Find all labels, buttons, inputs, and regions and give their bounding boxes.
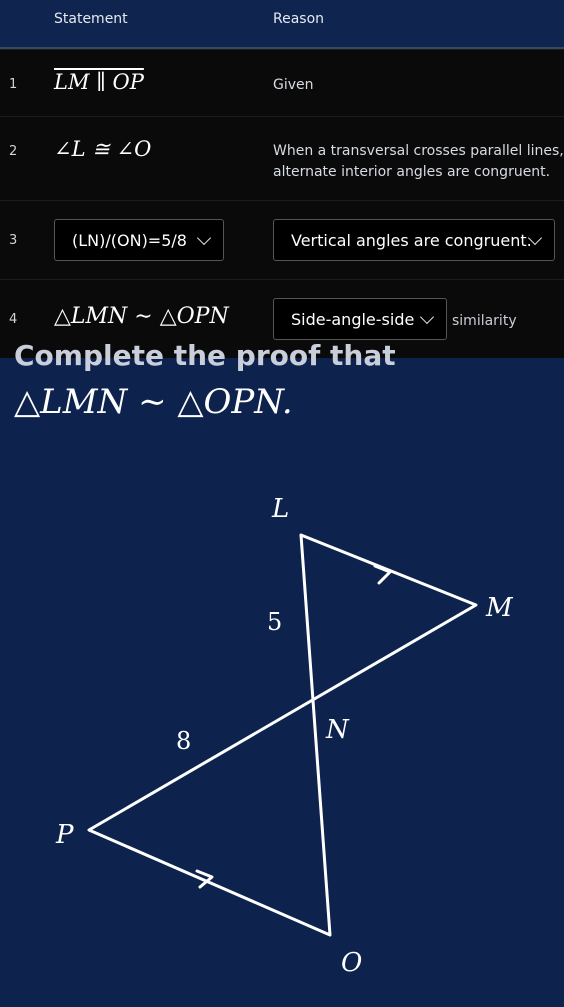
prompt-text: Complete the proof that <box>14 339 396 372</box>
row-number: 3 <box>9 233 18 248</box>
reason-line-1: When a transversal crosses parallel lines, <box>273 143 564 159</box>
vertex-label-n: N <box>326 715 349 745</box>
vertex-label-l: L <box>272 494 290 524</box>
statement-dropdown[interactable] <box>54 219 224 261</box>
reason-dropdown[interactable] <box>273 219 555 261</box>
row-number: 4 <box>9 312 18 327</box>
reason-suffix: similarity <box>452 313 517 329</box>
length-label-pn: 8 <box>176 727 192 755</box>
reason-text: Given <box>273 77 314 93</box>
prompt-math: △LMN ∼ △OPN. <box>14 382 293 422</box>
reason-dropdown[interactable] <box>273 298 447 340</box>
chevron-down-icon <box>420 310 434 324</box>
table-header <box>0 0 564 49</box>
vertex-label-p: P <box>56 820 74 850</box>
reason-line-2: alternate interior angles are congruent. <box>273 164 551 180</box>
chevron-down-icon <box>197 231 211 245</box>
statement-dropdown-value: (LN)/(ON)=5/8 <box>72 230 187 250</box>
row-number: 2 <box>9 144 18 159</box>
statement-header: Statement <box>54 11 128 27</box>
statement-text: ∠L ≅ ∠O <box>54 137 152 161</box>
diagram-lines <box>89 535 476 935</box>
table-row <box>0 49 564 116</box>
triangle-diagram <box>0 430 564 1007</box>
reason-dropdown-value: Side-angle-side <box>291 309 415 329</box>
table-row <box>0 116 564 200</box>
length-label-ln: 5 <box>267 608 283 636</box>
table-row <box>0 200 564 279</box>
statement-text: △LMN ∼ △OPN <box>54 304 229 329</box>
reason-dropdown-value: Vertical angles are congruent. <box>291 230 532 250</box>
vertex-label-o: O <box>341 948 363 978</box>
vertex-label-m: M <box>486 593 513 623</box>
statement-text: LM ∥ OP <box>54 70 144 94</box>
row-number: 1 <box>9 77 18 92</box>
reason-header: Reason <box>273 11 325 27</box>
reason-text <box>273 141 564 183</box>
